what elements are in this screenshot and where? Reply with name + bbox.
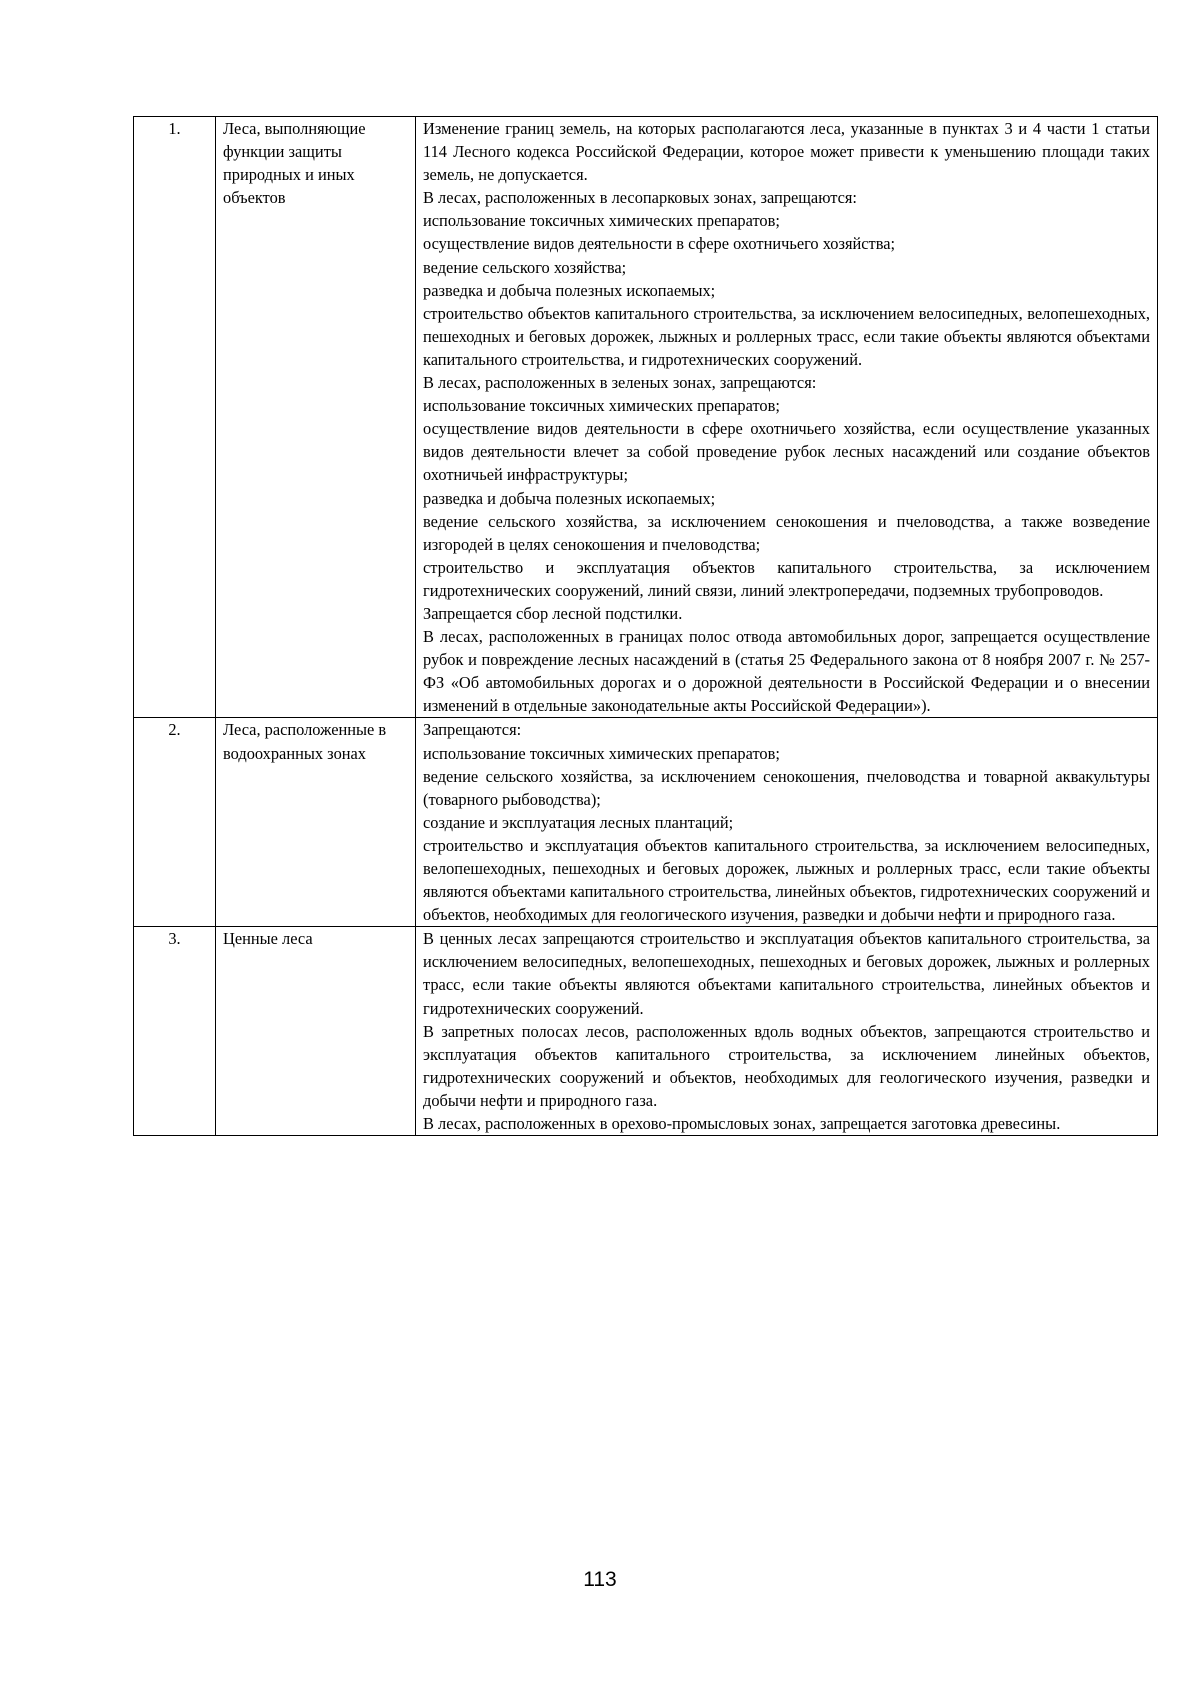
- restriction-paragraph: использование токсичных химических препаратов;: [423, 743, 780, 763]
- table-row: [134, 117, 1158, 718]
- restriction-paragraph: осуществление видов деятельности в сфере охотничьего хозяйства;: [423, 234, 896, 254]
- restriction-paragraph: В лесах, расположенных в орехово-промысловых зонах, запрещается заготовка древесины.: [423, 1114, 1061, 1134]
- restriction-paragraph: разведка и добыча полезных ископаемых;: [423, 488, 716, 508]
- restriction-paragraph: разведка и добыча полезных ископаемых;: [423, 280, 716, 300]
- restriction-paragraph: создание и эксплуатация лесных плантаций;: [423, 812, 734, 832]
- restriction-paragraph: Запрещается сбор лесной подстилки.: [423, 603, 683, 623]
- restrictions-text: [416, 927, 1158, 1136]
- table-row: [134, 718, 1158, 927]
- restriction-paragraph: В лесах, расположенных в зеленых зонах, запрещаются:: [423, 373, 817, 393]
- row-number: 3.: [134, 927, 216, 1136]
- forest-category-name: Ценные леса: [216, 927, 416, 1136]
- restriction-paragraph: осуществление видов деятельности в сфере охотничьего хозяйства, если осуществление указанных видов деятельности влечет за собой проведение рубок лесных насаждений или создание объектов охотничьей инфраструктуры;: [423, 419, 1150, 485]
- restriction-paragraph: Запрещаются:: [423, 720, 522, 740]
- restriction-paragraph: В лесах, расположенных в лесопарковых зонах, запрещаются:: [423, 188, 857, 208]
- table-row: [134, 927, 1158, 1136]
- row-number: 2.: [134, 718, 216, 927]
- forest-category-name: Леса, расположенные в водоохранных зонах: [216, 718, 416, 927]
- restriction-paragraph: ведение сельского хозяйства, за исключением сенокошения и пчеловодства, а также возведение изгородей в целях сенокошения и пчеловодства;: [423, 511, 1150, 554]
- restrictions-text: [416, 117, 1158, 718]
- restrictions-text: [416, 718, 1158, 927]
- restriction-paragraph: ведение сельского хозяйства, за исключением сенокошения, пчеловодства и товарной аквакультуры (товарного рыбоводства);: [423, 766, 1150, 809]
- forest-category-name: Леса, выполняющие функции защиты природных и иных объектов: [216, 117, 416, 718]
- restriction-paragraph: использование токсичных химических препаратов;: [423, 211, 780, 231]
- restriction-paragraph: использование токсичных химических препаратов;: [423, 396, 780, 416]
- forest-restrictions-table: [133, 116, 1158, 1136]
- restriction-paragraph: строительство и эксплуатация объектов капитального строительства, за исключением гидротехнических сооружений, линий связи, линий электропередачи, подземных трубопроводов.: [423, 557, 1150, 600]
- restriction-paragraph: В лесах, расположенных в границах полос отвода автомобильных дорог, запрещается осуществление рубок и повреждение лесных насаждений в (статья 25 Федерального закона от 8 ноября 2007 г. № 257-ФЗ «Об автомобильных дорогах и о дорожной деятельности в Российской Федерации и о внесении изменений в отдельные законодательные акты Российской Федерации»).: [423, 627, 1150, 716]
- restriction-paragraph: строительство объектов капитального строительства, за исключением велосипедных, велопешеходных, пешеходных и беговых дорожек, лыжных и роллерных трасс, если такие объекты являются объектами капитального строительства, и гидротехнических сооружений.: [423, 303, 1150, 369]
- restriction-paragraph: Изменение границ земель, на которых располагаются леса, указанные в пунктах 3 и 4 части 1 статьи 114 Лесного кодекса Российской Федерации, которое может привести к уменьшению площади таких земель, не допускается.: [423, 119, 1150, 185]
- restriction-paragraph: В ценных лесах запрещаются строительство и эксплуатация объектов капитального строительства, за исключением велосипедных, велопешеходных, пешеходных и беговых дорожек, лыжных и роллерных трасс, если такие объекты являются объектами капитального строительства, линейных объектов и гидротехнических сооружений.: [423, 929, 1150, 1018]
- restriction-paragraph: В запретных полосах лесов, расположенных вдоль водных объектов, запрещаются строительство и эксплуатация объектов капитального строительства, за исключением линейных объектов, гидротехнических сооружений и объектов, необходимых для геологического изучения, разведки и добычи нефти и природного газа.: [423, 1021, 1150, 1110]
- restriction-paragraph: строительство и эксплуатация объектов капитального строительства, за исключением велосипедных, велопешеходных, пешеходных и беговых дорожек, лыжных и роллерных трасс, если такие объекты являются объектами капитального строительства, линейных объектов, гидротехнических сооружений и объектов, необходимых для геологического изучения, разведки и добычи нефти и природного газа.: [423, 835, 1150, 925]
- restriction-paragraph: ведение сельского хозяйства;: [423, 257, 627, 277]
- row-number: 1.: [134, 117, 216, 718]
- page-number: 113: [583, 1568, 617, 1591]
